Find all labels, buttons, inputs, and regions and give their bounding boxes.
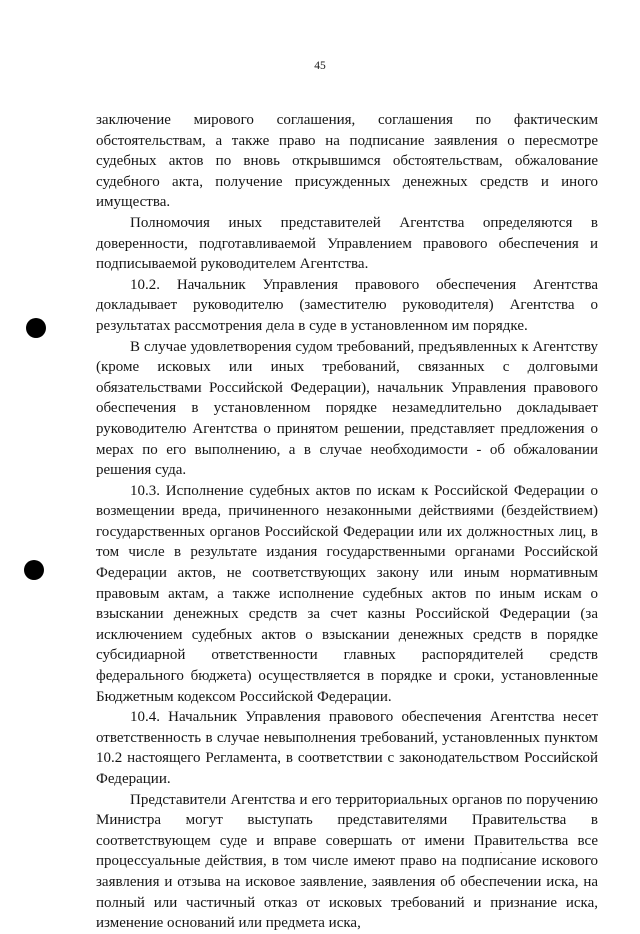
paragraph-10-2: 10.2. Начальник Управления правового обеспечения Агентства докладывает руководителю (заместителю руководителя) Агентства о результатах рассмотрения дела в суде в установленном им порядке. [96,276,598,334]
page-number: 45 [314,60,326,72]
paragraph-representatives-powers: Полномочия иных представителей Агентства определяются в доверенности, подготавливаемой Управлением правового обеспечения и подписываемой руководителем Агентства. [96,214,598,273]
punch-hole-mark [26,318,46,338]
paragraph-government-representatives: Представители Агентства и его территориальных органов по поручению Министра могут выступать представителями Правительства в соответствующем суде и вправе совершать от имени Правительства все процессуальные действия, в том числе имеют право на подписание искового заявления и отзыва на исковое заявление, заявления об обеспечении иска, на полный или частичный отказ от исковых требований и признание иска, изменение оснований или предмета иска, [96,791,598,932]
paragraph-10-4: 10.4. Начальник Управления правового обеспечения Агентства несет ответственность в случае невыполнения требований, установленных пунктом 10.2 настоящего Регламента, в соответствии с законодательством Российской Федерации. [96,709,598,787]
paragraph-continuation: заключение мирового соглашения, соглашения по фактическим обстоятельствам, а также право на подписание заявления о пересмотре судебных актов по вновь открывшимся обстоятельствам, обжалование судебного акта, получение присужденных денежных средств и иного имущества. [96,112,598,211]
paragraph-10-3: 10.3. Исполнение судебных актов по искам к Российской Федерации о возмещении вреда, причиненного незаконными действиями (бездействием) государственных органов Российской Федерации или их должностных лиц, в том числе в результате издания государственными органами Российской Федерации актов, не соответствующих закону или иным нормативным правовым актам, а также исполнение судебных актов по иным искам о взыскании денежных средств за счет казны Российской Федерации (за исключением судебных актов о взыскании денежных средств в порядке субсидиарной ответственности главных распорядителей средств федерального бюджета) осуществляется в порядке и сроки, установленные Бюджетным кодексом Российской Федерации. [96,482,598,705]
document-body [96,110,598,934]
punch-hole-mark [24,560,44,580]
paragraph-court-satisfaction: В случае удовлетворения судом требований, предъявленных к Агентству (кроме исковых или иных требований, связанных с долговыми обязательствами Российской Федерации), начальник Управления правового обеспечения в установленном порядке незамедлительно докладывает руководителю Агентства о принятом решении, представляет предложения о мерах по его выполнению, а в случае необходимости - об обжаловании решения суда. [96,338,598,479]
